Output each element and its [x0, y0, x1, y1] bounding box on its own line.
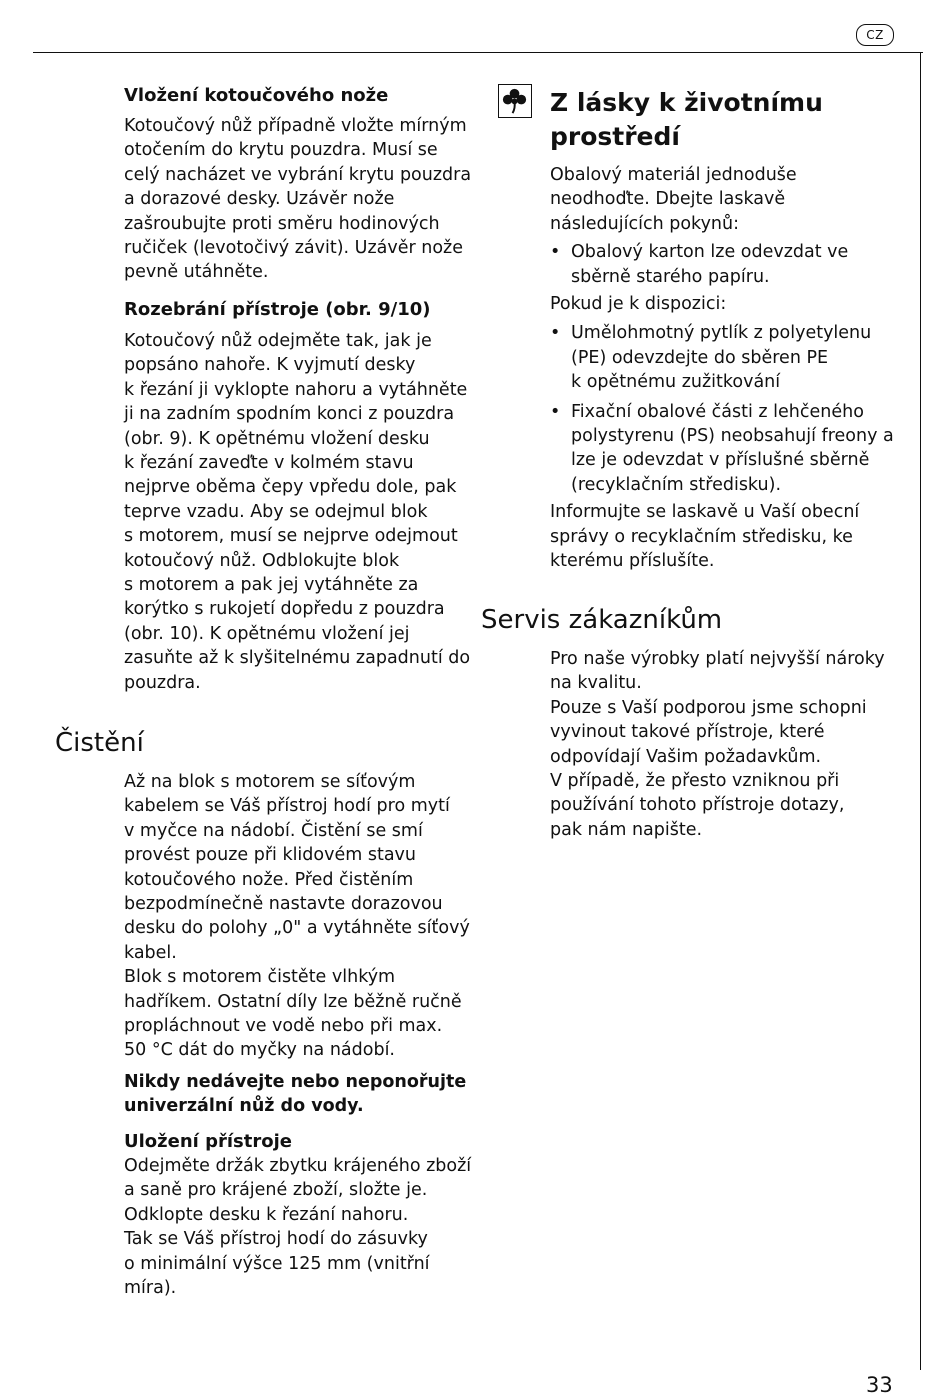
service-text-3: V případě, že přesto vzniknou při používání tohoto přístroje dotazy, pak nám napište.: [550, 771, 845, 840]
section-cleaning: [124, 770, 474, 1119]
clover-icon: [498, 84, 532, 118]
environment-heading: Z lásky k životnímu prostředí: [550, 88, 823, 151]
section-service: [550, 647, 900, 842]
bullet-pe-bag: • Umělohmotný pytlík z polyetylenu (PE) odevzdejte do sběren PE k opětnému zužitkování: [550, 321, 900, 394]
bullet-carton: • Obalový karton lze odevzdat ve sběrně starého papíru.: [550, 240, 900, 289]
cleaning-heading: Čistění: [55, 728, 144, 758]
cleaning-text-2: Blok s motorem čistěte vlhkým hadříkem. Ostatní díly lze běžně ručně propláchnout ve vodě nebo při max. 50 °C dát do myčky na nádobí.: [124, 967, 462, 1061]
insert-blade-text: Kotoučový nůž případně vložte mírným otočením do krytu pouzdra. Musí se celý nacházet ve vybrání krytu pouzdra a dorazové desky. Uzávěr nože zašroubujte proti směru hodinových ručiček (levotočivý závit). Uzávěr nože pevně utáhněte.: [124, 116, 472, 283]
language-badge: CZ: [856, 24, 894, 46]
section-disassembly: [124, 298, 474, 695]
page-number: 33: [866, 1373, 893, 1397]
storage-text: Odejměte držák zbytku krájeného zboží a saně pro krájené zboží, složte je. Odklopte desku k řezání nahoru. Tak se Váš přístroj hodí do zásuvky o minimální výšce 125 mm (vnitřní míra).: [124, 1156, 472, 1299]
storage-title: Uložení přístroje: [124, 1131, 292, 1152]
section-storage: [124, 1130, 474, 1300]
environment-bullets-a: [550, 240, 900, 289]
service-text-2: Pouze s Vaší podporou jsme schopni vyvinout takové přístroje, které odpovídají Vašim požadavkům.: [550, 697, 867, 767]
bullet-polystyrene: • Fixační obalové části z lehčeného polystyrenu (PS) neobsahují freony a lze je odevzdat v příslušné sběrně (recyklačním středisku).: [550, 400, 900, 498]
section-insert-blade: [124, 84, 474, 285]
cleaning-text-1: Až na blok s motorem se síťovým kabelem se Váš přístroj hodí pro mytí v myčce na nádobí. Čistění se smí provést pouze při klidovém stavu kotoučového nože. Před čistěním bezpodmínečně nastavte dorazovou desku do polohy „0" a vytáhněte síťový kabel.: [124, 772, 470, 963]
section-environment: [550, 163, 900, 574]
cleaning-warning: Nikdy nedávejte nebo neponořujte univerzální nůž do vody.: [124, 1071, 467, 1117]
disassembly-text: Kotoučový nůž odejměte tak, jak je popsáno nahoře. K vyjmutí desky k řezání ji vyklopte nahoru a vytáhněte ji na zadním spodním konci z pouzdra (obr. 9). K opětnému vložení desku k řezání zaveďte v kolmém stavu nejprve oběma čepy vpředu dole, pak teprve vzadu. Aby se odejmul blok s motorem, musí se nejprve odejmout kotoučový nůž. Odblokujte blok s motorem a pak jej vytáhněte za korýtko s rukojetí dopředu z pouzdra (obr. 10). K opětnému vložení jej zasuňte až k slyšitelnému zapadnutí do pouzdra.: [124, 331, 471, 693]
service-text-1: Pro naše výrobky platí nejvyšší nároky na kvalitu.: [550, 649, 885, 694]
insert-blade-title: Vložení kotoučového nože: [124, 85, 389, 106]
if-available-label: Pokud je k dispozici:: [550, 294, 727, 315]
service-heading: Servis zákazníkům: [481, 605, 723, 635]
disassembly-title: Rozebrání přístroje (obr. 9/10): [124, 299, 431, 320]
environment-bullets-b: [550, 321, 900, 497]
environment-intro: Obalový materiál jednoduše neodhoďte. Dbejte laskavě následujících pokynů:: [550, 165, 797, 234]
right-rule: [920, 52, 921, 1370]
top-rule: [33, 52, 923, 53]
environment-outro: Informujte se laskavě u Vaší obecní správy o recyklačním středisku, ke kterému příslušíte.: [550, 502, 860, 572]
